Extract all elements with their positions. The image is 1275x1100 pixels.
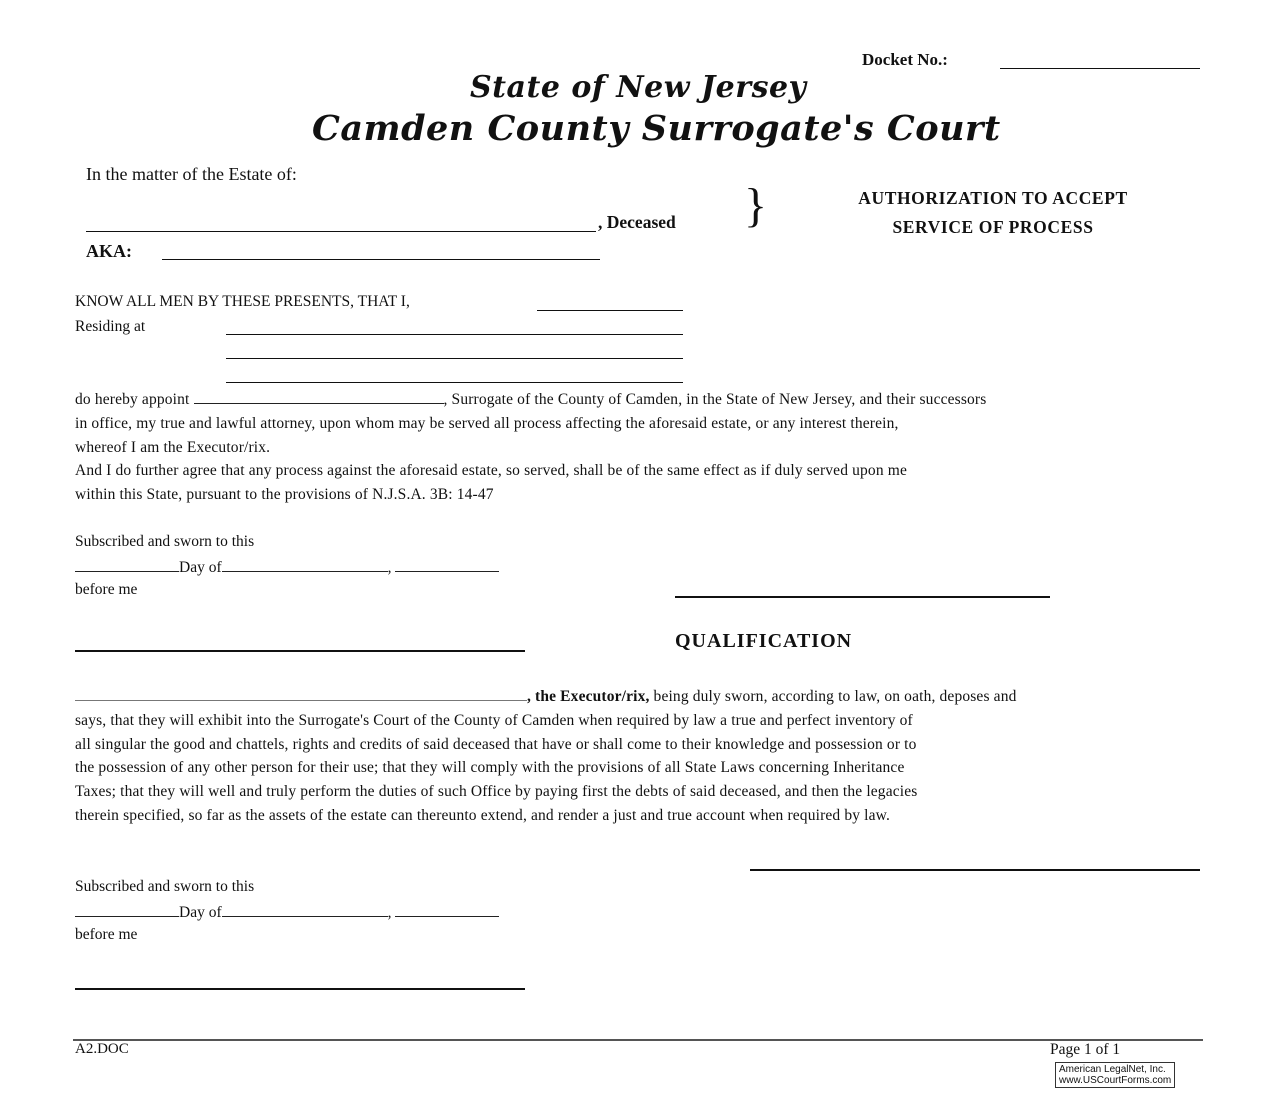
- qualification-paragraph: [75, 685, 1200, 828]
- jurat2-subscribed: Subscribed and sworn to this: [75, 878, 255, 895]
- jurat2-month-field[interactable]: [222, 902, 388, 917]
- qualification-line-4: the possession of any other person for their use; that they will comply with the provisions of all State Laws concerning Inheritance: [75, 759, 905, 777]
- surrogate-name-field[interactable]: [194, 389, 444, 404]
- docket-label: Docket No.:: [862, 50, 948, 69]
- decedent-name-field[interactable]: [86, 231, 596, 232]
- authorization-line-2: in office, my true and lawful attorney, upon whom may be served all process affecting the aforesaid estate, or any interest therein,: [75, 414, 899, 432]
- jurat2-year-field[interactable]: [395, 902, 499, 917]
- qualification-line-6: therein specified, so far as the assets of the estate can thereunto extend, and render a just and true account when required by law.: [75, 806, 891, 824]
- qualification-line-5: Taxes; that they will well and truly perform the duties of such Office by paying first the debts of said deceased, and then the legacies: [75, 783, 918, 801]
- matter-label: In the matter of the Estate of:: [86, 164, 297, 184]
- aka-field[interactable]: [162, 259, 600, 260]
- brace-icon: }: [744, 179, 768, 232]
- executor-name-field[interactable]: [75, 686, 527, 701]
- publisher-box: [1055, 1062, 1175, 1088]
- qualification-line-1: , the Executor/rix, being duly sworn, according to law, on oath, deposes and: [75, 685, 1200, 709]
- jurat1-date-line: Day of ,: [75, 557, 499, 577]
- know-all-men-text: KNOW ALL MEN BY THESE PRESENTS, THAT I,: [75, 293, 410, 310]
- jurat2-date-line: Day of ,: [75, 902, 499, 922]
- appoint-line: do hereby appoint , Surrogate of the County of Camden, in the State of New Jersey, and their successors: [75, 391, 987, 408]
- authorization-line-5: within this State, pursuant to the provisions of N.J.S.A. 3B: 14-47: [75, 486, 494, 504]
- footer-divider: [73, 1039, 1203, 1041]
- address-line-3-field[interactable]: [226, 382, 683, 383]
- jurat1-month-field[interactable]: [222, 557, 388, 572]
- affiant-name-field[interactable]: [537, 310, 683, 311]
- qualification-line-2: says, that they will exhibit into the Surrogate's Court of the County of Camden when required by law a true and perfect inventory of: [75, 711, 913, 729]
- doc-title-line2: SERVICE OF PROCESS: [892, 217, 1094, 237]
- notary1-signature-line[interactable]: [75, 650, 525, 652]
- jurat1-subscribed: Subscribed and sworn to this: [75, 533, 255, 550]
- footer-doc-id: A2.DOC: [75, 1041, 129, 1057]
- publisher-url: www.USCourtForms.com: [1059, 1075, 1172, 1086]
- residing-at-label: Residing at: [75, 318, 146, 335]
- jurat2-day-field[interactable]: [75, 902, 179, 917]
- address-line-2-field[interactable]: [226, 358, 683, 359]
- footer-page-number: Page 1 of 1: [1050, 1041, 1121, 1058]
- authorization-line-4: And I do further agree that any process against the aforesaid estate, so served, shall be of the same effect as if duly served upon me: [75, 462, 907, 480]
- doc-title-line1: AUTHORIZATION TO ACCEPT: [858, 188, 1128, 208]
- qualification-line-3: all singular the good and chattels, rights and credits of said deceased that have or shall come to their knowledge and possession or to: [75, 735, 917, 753]
- notary2-signature-line[interactable]: [75, 988, 525, 990]
- authorization-paragraph: [75, 388, 1200, 507]
- court-title: Camden County Surrogate's Court: [312, 108, 1001, 149]
- address-line-1-field[interactable]: [226, 334, 683, 335]
- affiant-signature-line[interactable]: [675, 596, 1050, 598]
- deceased-label: , Deceased: [598, 212, 676, 232]
- docket-number-field[interactable]: [1000, 68, 1200, 69]
- authorization-line-3: whereof I am the Executor/rix.: [75, 438, 271, 456]
- publisher-name: American LegalNet, Inc.: [1059, 1064, 1166, 1075]
- jurat1-day-field[interactable]: [75, 557, 179, 572]
- jurat1-before-me: before me: [75, 581, 138, 598]
- aka-label: AKA:: [86, 241, 132, 261]
- state-title: State of New Jersey: [470, 70, 807, 105]
- qualification-heading: QUALIFICATION: [675, 630, 853, 652]
- jurat1-year-field[interactable]: [395, 557, 499, 572]
- executor-signature-line[interactable]: [750, 869, 1200, 871]
- jurat2-before-me: before me: [75, 926, 138, 943]
